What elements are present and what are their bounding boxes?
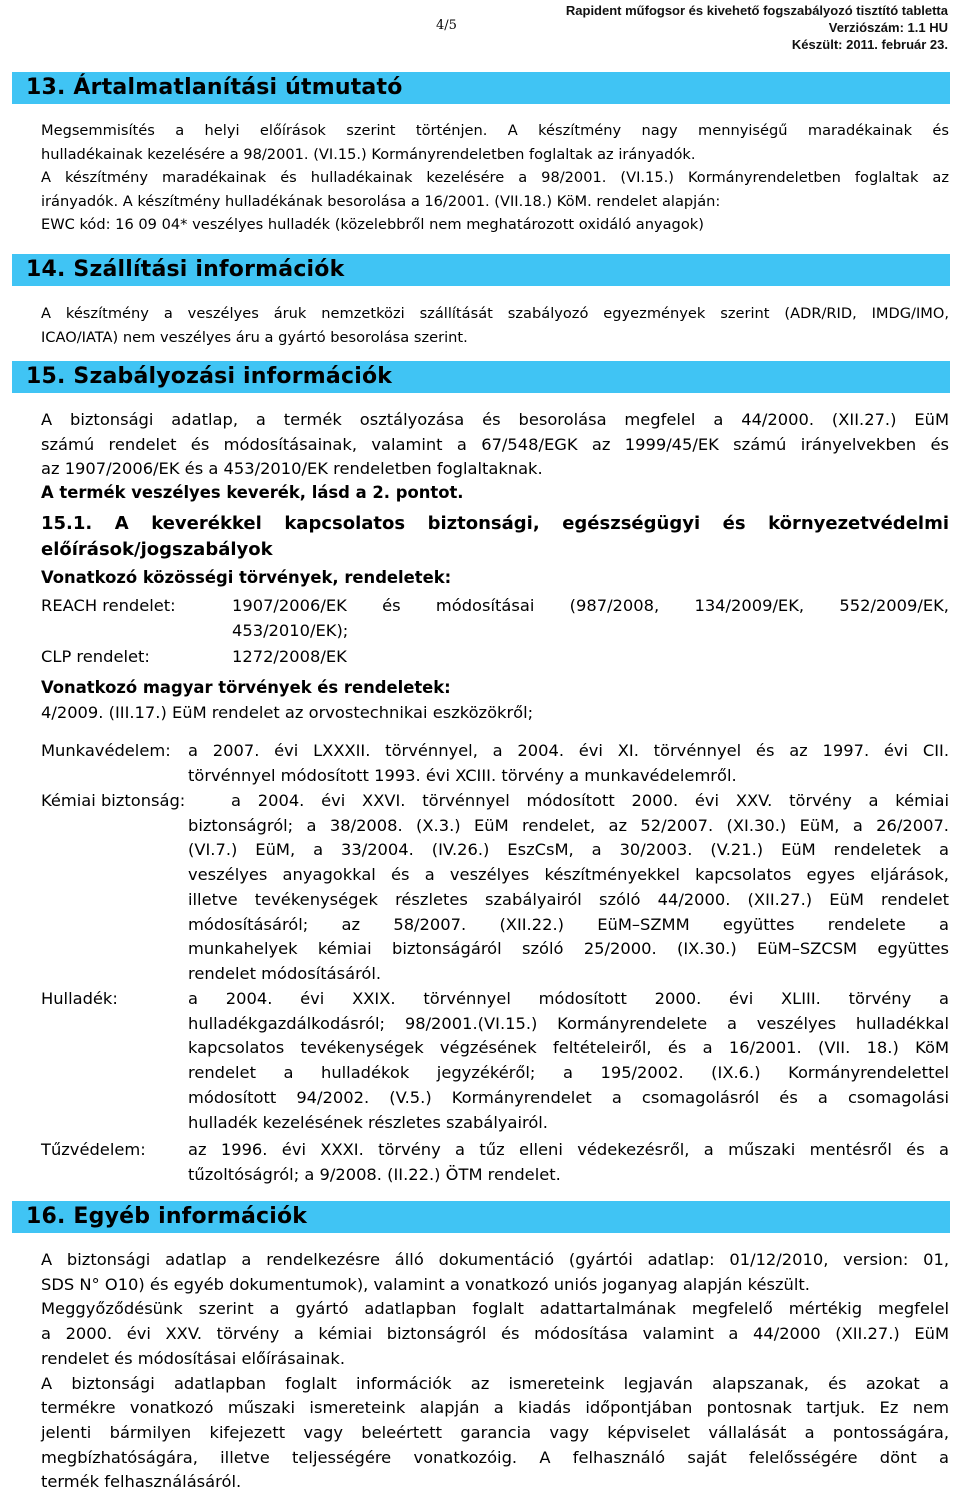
text-line: kapcsolatos tevékenységek végzésének feltételeiről, és a 16/2001. (VII. 18.) KöM	[188, 1038, 949, 1058]
text-line: illetve tevékenységek részletes szabályairól szóló 44/2000. (XII.27.) EüM rendelet	[188, 889, 949, 909]
section-14-header	[12, 254, 950, 286]
text-line: A készítmény a veszélyes áruk nemzetközi szállítását szabályozó egyezmények szerint (ADR/RID, IMDG/IMO,	[41, 305, 949, 322]
hazard-note: A termék veszélyes keverék, lásd a 2. pontot.	[41, 483, 464, 502]
text-line: EWC kód: 16 09 04* veszélyes hulladék (közelebbről nem meghatározott oxidáló anyagok)	[41, 216, 704, 234]
munkavedelem-row	[41, 739, 949, 789]
text-line: a 2007. évi LXXXII. törvénnyel, a 2004. évi XI. törvénnyel és az 1997. évi CII.	[188, 741, 949, 760]
text-line: jelenti bármilyen kifejezett vagy beleértett garancia vagy képviselet vállalását a pontosságára,	[41, 1422, 949, 1442]
reach-value	[232, 594, 949, 643]
section-13-text	[41, 119, 949, 237]
text-line: 15.1. A keverékkel kapcsolatos biztonsági, egészségügyi és környezetvédelmi	[41, 513, 949, 534]
text-line: a 2000. évi XXV. törvény a kémiai biztonságról és módosítása valamint a 44/2000 (XII.27.) EüM	[41, 1324, 949, 1344]
product-name: Rapident műfogsor és kivehető fogszabályozó tisztító tabletta	[565, 3, 948, 18]
page-number: 4/5	[436, 18, 457, 33]
text-line: biztonságról; a 38/2008. (X.3.) EüM rendelet, az 52/2007. (XI.30.) EüM, a 26/2007.	[188, 815, 949, 835]
text-line: hulladékgazdálkodásról; 98/2001.(VI.15.) Kormányrendelete a veszélyes hulladékkal	[188, 1013, 949, 1033]
kemiai-label: Kémiai biztonság:	[41, 791, 186, 810]
clp-label: CLP rendelet:	[41, 647, 150, 666]
text-line: ICAO/IATA) nem veszélyes áru a gyártó besorolása szerint.	[41, 328, 468, 346]
text-line: Megsemmisítés a helyi előírások szerint történjen. A készítmény nagy mennyiségű maradékainak és	[41, 122, 949, 139]
text-line: a 2004. évi XXVI. törvénnyel módosított 2000. évi XXV. törvény a kémiai	[231, 791, 949, 810]
text-line: Meggyőződésünk szerint a gyártó adatlapban foglalt adattartalmának megfelelő mértékig megfelel	[41, 1299, 949, 1319]
creation-date: Készült: 2011. február 23.	[791, 37, 948, 52]
section-15-text	[41, 408, 949, 482]
text-line: A készítmény maradékainak és hulladékainak kezelésére a 98/2001. (VI.15.) Kormányrendeletben foglaltak az	[41, 169, 949, 187]
clp-row	[41, 645, 949, 670]
section-14-title: 14. Szállítási információk	[26, 257, 345, 282]
reach-label: REACH rendelet:	[41, 596, 176, 615]
section-15-title: 15. Szabályozási információk	[26, 364, 393, 389]
text-line: A biztonsági adatlap a rendelkezésre álló dokumentáció (gyártói adatlap: 01/12/2010, version: 01,	[41, 1250, 949, 1269]
regulation-line: 4/2009. (III.17.) EüM rendelet az orvostechnikai eszközökről;	[41, 703, 534, 722]
text-line: az 1996. évi XXXI. törvény a tűz elleni védekezésről, a műszaki mentésről és a	[188, 1140, 949, 1159]
text-line: az 1907/2006/EK és a 453/2010/EK rendeletben foglaltaknak.	[41, 459, 543, 479]
text-line: tűzoltóságról; a 9/2008. (II.22.) ÖTM rendelet.	[188, 1164, 561, 1184]
text-line: 1272/2008/EK	[232, 647, 347, 666]
text-line: A biztonsági adatlapban foglalt információk az ismereteink legjaván alapszanak, és azokat a	[41, 1373, 949, 1393]
tuzvedelem-value	[188, 1138, 949, 1187]
section-15-header	[12, 361, 950, 393]
text-line: 453/2010/EK);	[232, 620, 349, 640]
hungarian-regulations-heading: Vonatkozó magyar törvények és rendeletek:	[41, 678, 451, 697]
text-line: hulladékainak kezelésére a 98/2001. (VI.15.) Kormányrendeletben foglaltak az irányadók.	[41, 145, 696, 163]
hulladek-label: Hulladék:	[41, 989, 118, 1008]
text-line: 1907/2006/EK és módosításai (987/2008, 134/2009/EK, 552/2009/EK,	[232, 596, 949, 615]
text-line: módosított 94/2002. (V.5.) Kormányrendelet a csomagolásról és a csomagolási	[188, 1087, 949, 1107]
text-line: irányadók. A készítmény hulladékának besorolása a 16/2001. (VII.18.) KöM. rendelet alapján:	[41, 192, 721, 210]
document-header	[566, 2, 948, 53]
munkavedelem-value	[188, 739, 949, 788]
section-16-title: 16. Egyéb információk	[26, 1204, 308, 1229]
clp-value	[232, 645, 949, 670]
tuzvedelem-row	[41, 1138, 949, 1188]
kemiai-value	[188, 814, 949, 987]
subsection-15-1-title	[41, 511, 949, 563]
text-line: veszélyes anyagokkal és a veszélyes készítményekkel kapcsolatos egyes eljárások,	[188, 865, 949, 885]
hulladek-value	[188, 987, 949, 1135]
text-line: munkahelyek kémiai biztonságáról szóló 25/2000. (IX.30.) EüM–SZCSM együttes	[188, 939, 949, 959]
text-line: megbízhatóságára, illetve teljességére vonatkozóig. A felhasználó saját felelősségére dönt a	[41, 1447, 949, 1467]
text-line: előírások/jogszabályok	[41, 539, 273, 560]
text-line: a 2004. évi XXIX. törvénnyel módosított 2000. évi XLIII. törvény a	[188, 989, 949, 1008]
version-number: Verziószám: 1.1 HU	[828, 20, 948, 35]
text-line: termékre vonatkozó műszaki ismereteink alapján a kiadás időpontjában pontosnak tartjuk. Ez nem	[41, 1398, 949, 1418]
text-line: termék felhasználásáról.	[41, 1472, 242, 1492]
kemiai-row	[41, 789, 949, 989]
section-13-title: 13. Ártalmatlanítási útmutató	[26, 75, 403, 100]
text-line: rendelet és módosításai előírásainak.	[41, 1348, 346, 1368]
kemiai-first-line	[231, 789, 949, 814]
section-16-text	[41, 1248, 949, 1495]
text-line: SDS N° O10) és egyéb dokumentumok), valamint a vonatkozó uniós joganyag alapján készült.	[41, 1274, 810, 1294]
text-line: rendelet a hulladékok jegyzékéről; a 195/2002. (IX.6.) Kormányrendelettel	[188, 1063, 949, 1083]
section-13-header	[12, 72, 950, 104]
section-16-header	[12, 1201, 950, 1233]
text-line: törvénnyel módosított 1993. évi XCIII. törvény a munkavédelemről.	[188, 765, 737, 785]
text-line: (VI.7.) EüM, a 33/2004. (IV.26.) EszCsM, a 30/2003. (V.21.) EüM rendeletek a	[188, 840, 949, 860]
text-line: módosításáról; az 58/2007. (XII.22.) EüM–SZMM együttes rendelete a	[188, 914, 949, 934]
eu-regulations-heading: Vonatkozó közösségi törvények, rendeletek:	[41, 568, 452, 587]
section-14-text	[41, 302, 949, 349]
text-line: rendelet módosításáról.	[188, 963, 382, 983]
text-line: A biztonsági adatlap, a termék osztályozása és besorolása megfelel a 44/2000. (XII.27.) EüM	[41, 410, 949, 429]
munkavedelem-label: Munkavédelem:	[41, 741, 171, 760]
reach-row	[41, 594, 949, 644]
tuzvedelem-label: Tűzvédelem:	[41, 1140, 146, 1159]
text-line: számú rendelet és módosításainak, valamint a 67/548/EGK az 1999/45/EK számú irányelvekben és	[41, 434, 949, 454]
text-line: hulladék kezelésének részletes szabályairól.	[188, 1112, 548, 1132]
hulladek-row	[41, 987, 949, 1137]
